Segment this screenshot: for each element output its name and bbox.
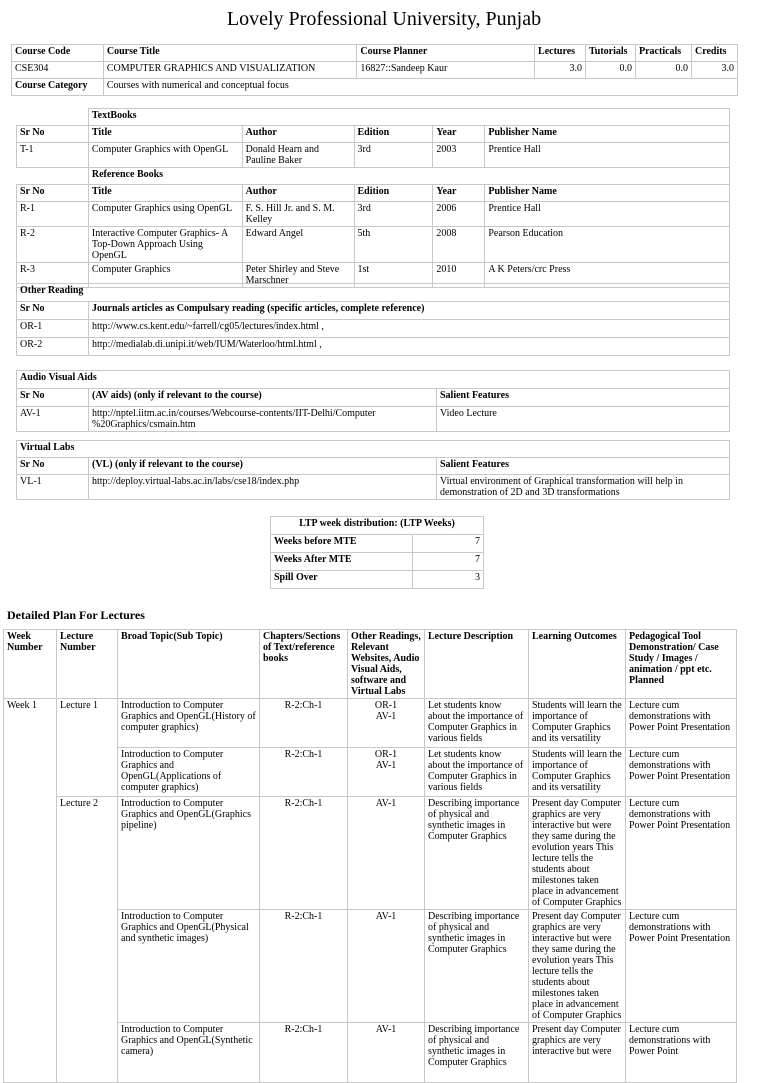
other-readings: OR-1 AV-1: [348, 699, 425, 748]
lecture-number: Lecture 1: [57, 699, 118, 797]
other-readings: AV-1: [348, 910, 425, 1023]
book-publisher: Prentice Hall: [485, 143, 730, 168]
ltp-label: Weeks before MTE: [271, 535, 413, 553]
th-pedagogical-tool: Pedagogical Tool Demonstration/ Case Study / Images / animation / ppt etc. Planned: [626, 630, 737, 699]
table-row: [4, 797, 737, 910]
th-other-readings: Other Readings, Relevant Websites, Audio Visual Aids, software and Virtual Labs: [348, 630, 425, 699]
lecture-description: Describing importance of physical and synthetic images in Computer Graphics: [425, 910, 529, 1023]
table-row: [17, 407, 730, 432]
th-year: Year: [433, 126, 485, 143]
th-sr-no: Sr No: [17, 458, 89, 475]
page-title: Lovely Professional University, Punjab: [226, 8, 542, 30]
audio-visual-table: [16, 370, 730, 432]
chapter-ref: R-2:Ch-1: [260, 910, 348, 1023]
chapter-ref: R-2:Ch-1: [260, 748, 348, 797]
vl-link[interactable]: http://deploy.virtual-labs.ac.in/labs/cse18/index.php: [89, 475, 437, 500]
other-reading-header-row: [17, 302, 730, 320]
other-readings: AV-1: [348, 797, 425, 910]
book-author: F. S. Hill Jr. and S. M. Kelley: [242, 202, 354, 227]
book-title: Interactive Computer Graphics- A Top-Down Approach Using OpenGL: [88, 227, 242, 263]
sr-no: R-2: [17, 227, 89, 263]
textbooks-header-row: [17, 126, 730, 143]
book-title: Computer Graphics: [88, 263, 242, 288]
ltp-label: Spill Over: [271, 571, 413, 589]
book-edition: 3rd: [354, 202, 433, 227]
pedagogical-tool: Lecture cum demonstrations with Power Point Presentation: [626, 748, 737, 797]
book-year: 2008: [433, 227, 485, 263]
book-author: Peter Shirley and Steve Marschner: [242, 263, 354, 288]
table-row: [17, 338, 730, 356]
th-week-number: Week Number: [4, 630, 57, 699]
ltp-value: 7: [413, 553, 484, 571]
reading-link[interactable]: http://medialab.di.unipi.it/web/IUM/Waterloo/html.html ,: [89, 338, 730, 356]
reference-heading: Reference Books: [88, 168, 729, 185]
sr-no: OR-1: [17, 320, 89, 338]
table-row: [271, 553, 484, 571]
other-reading-table: [16, 283, 730, 356]
topic: Introduction to Computer Graphics and OpenGL(History of computer graphics): [118, 699, 260, 748]
credits-value: 3.0: [691, 62, 737, 79]
chapter-ref: R-2:Ch-1: [260, 1023, 348, 1083]
ltp-heading: LTP week distribution: (LTP Weeks): [271, 517, 484, 535]
course-category-label: Course Category: [12, 79, 104, 96]
learning-outcome: Present day Computer graphics are very interactive but were they same during the evolution years This lecture tells the students about milestones taken place in advancement of Computer Graphics: [529, 910, 626, 1023]
virtual-labs-table: [16, 440, 730, 500]
book-publisher: Pearson Education: [485, 227, 730, 263]
course-code: CSE304: [12, 62, 104, 79]
other-readings: AV-1: [348, 1023, 425, 1083]
learning-outcome: Students will learn the importance of Computer Graphics and its versatility: [529, 748, 626, 797]
salient-feature: Virtual environment of Graphical transformation will help in demonstration of 2D and 3D transformations: [437, 475, 730, 500]
th-sr-no: Sr No: [17, 302, 89, 320]
table-row: [17, 227, 730, 263]
book-publisher: A K Peters/crc Press: [485, 263, 730, 288]
th-vl: (VL) (only if relevant to the course): [89, 458, 437, 475]
th-broad-topic: Broad Topic(Sub Topic): [118, 630, 260, 699]
th-edition: Edition: [354, 185, 433, 202]
book-publisher: Prentice Hall: [485, 202, 730, 227]
other-readings: OR-1 AV-1: [348, 748, 425, 797]
th-salient-features: Salient Features: [437, 458, 730, 475]
pedagogical-tool: Lecture cum demonstrations with Power Point Presentation: [626, 910, 737, 1023]
ltp-value: 3: [413, 571, 484, 589]
topic: Introduction to Computer Graphics and OpenGL(Graphics pipeline): [118, 797, 260, 910]
book-title: Computer Graphics using OpenGL: [88, 202, 242, 227]
course-value-row: [12, 62, 738, 79]
chapter-ref: R-2:Ch-1: [260, 699, 348, 748]
lecture-description: Let students know about the importance of Computer Graphics in various fields: [425, 699, 529, 748]
lecture-description: Describing importance of physical and synthetic images in Computer Graphics: [425, 1023, 529, 1083]
sr-no: R-3: [17, 263, 89, 288]
audio-visual-heading: Audio Visual Aids: [17, 371, 730, 389]
sr-no: T-1: [17, 143, 89, 168]
th-journal-articles: Journals articles as Compulsary reading (specific articles, complete reference): [89, 302, 730, 320]
header-course-code: Course Code: [12, 45, 104, 62]
sr-no: VL-1: [17, 475, 89, 500]
th-sr-no: Sr No: [17, 389, 89, 407]
book-year: 2003: [433, 143, 485, 168]
table-row: [271, 535, 484, 553]
learning-outcome: Present day Computer graphics are very interactive but were: [529, 1023, 626, 1083]
av-link[interactable]: http://nptel.iitm.ac.in/courses/Webcourse-contents/IIT-Delhi/Computer %20Graphics/csmain.htm: [89, 407, 437, 432]
th-author: Author: [242, 126, 354, 143]
header-lectures: Lectures: [535, 45, 586, 62]
book-author: Donald Hearn and Pauline Baker: [242, 143, 354, 168]
tutorials-value: 0.0: [586, 62, 636, 79]
th-learning-outcomes: Learning Outcomes: [529, 630, 626, 699]
book-year: 2006: [433, 202, 485, 227]
ltp-week-table: [270, 516, 484, 589]
book-year: 2010: [433, 263, 485, 288]
topic: Introduction to Computer Graphics and OpenGL(Applications of computer graphics): [118, 748, 260, 797]
th-author: Author: [242, 185, 354, 202]
virtual-labs-heading: Virtual Labs: [17, 441, 730, 458]
book-edition: 5th: [354, 227, 433, 263]
sr-no: R-1: [17, 202, 89, 227]
th-title: Title: [88, 126, 242, 143]
table-row: [17, 202, 730, 227]
topic: Introduction to Computer Graphics and OpenGL(Physical and synthetic images): [118, 910, 260, 1023]
vl-header-row: [17, 458, 730, 475]
pedagogical-tool: Lecture cum demonstrations with Power Point: [626, 1023, 737, 1083]
header-practicals: Practicals: [636, 45, 692, 62]
th-sr-no: Sr No: [17, 185, 89, 202]
table-row: [17, 320, 730, 338]
book-edition: 1st: [354, 263, 433, 288]
th-lecture-number: Lecture Number: [57, 630, 118, 699]
course-category-value: Courses with numerical and conceptual focus: [103, 79, 737, 96]
table-row: [4, 699, 737, 748]
salient-feature: Video Lecture: [437, 407, 730, 432]
av-header-row: [17, 389, 730, 407]
other-reading-heading: Other Reading: [17, 284, 730, 302]
th-publisher: Publisher Name: [485, 126, 730, 143]
header-tutorials: Tutorials: [586, 45, 636, 62]
reading-link[interactable]: http://www.cs.kent.edu/~farrell/cg05/lectures/index.html ,: [89, 320, 730, 338]
course-category-row: [12, 79, 738, 96]
th-year: Year: [433, 185, 485, 202]
lectures-value: 3.0: [535, 62, 586, 79]
ltp-value: 7: [413, 535, 484, 553]
th-chapters: Chapters/Sections of Text/reference books: [260, 630, 348, 699]
pedagogical-tool: Lecture cum demonstrations with Power Point Presentation: [626, 699, 737, 748]
lecture-description: Let students know about the importance of Computer Graphics in various fields: [425, 748, 529, 797]
sr-no: AV-1: [17, 407, 89, 432]
th-title: Title: [88, 185, 242, 202]
course-title: COMPUTER GRAPHICS AND VISUALIZATION: [103, 62, 357, 79]
header-course-title: Course Title: [103, 45, 357, 62]
book-author: Edward Angel: [242, 227, 354, 263]
header-course-planner: Course Planner: [357, 45, 535, 62]
book-edition: 3rd: [354, 143, 433, 168]
detailed-plan-heading: Detailed Plan For Lectures: [7, 608, 145, 622]
course-info-table: [11, 44, 738, 96]
table-row: [17, 143, 730, 168]
table-row: [271, 571, 484, 589]
course-planner: 16827::Sandeep Kaur: [357, 62, 535, 79]
books-table: [16, 108, 730, 288]
learning-outcome: Present day Computer graphics are very interactive but were they same during the evolution years This lecture tells the students about milestones taken place in advancement of Computer Graphics: [529, 797, 626, 910]
textbooks-heading: TextBooks: [88, 109, 729, 126]
course-header-row: [12, 45, 738, 62]
chapter-ref: R-2:Ch-1: [260, 797, 348, 910]
plan-header-row: [4, 630, 737, 699]
reference-header-row: [17, 185, 730, 202]
book-title: Computer Graphics with OpenGL: [88, 143, 242, 168]
practicals-value: 0.0: [636, 62, 692, 79]
lecture-number: Lecture 2: [57, 797, 118, 1083]
sr-no: OR-2: [17, 338, 89, 356]
header-credits: Credits: [691, 45, 737, 62]
th-lecture-description: Lecture Description: [425, 630, 529, 699]
th-av-aids: (AV aids) (only if relevant to the course): [89, 389, 437, 407]
th-edition: Edition: [354, 126, 433, 143]
week-number: Week 1: [4, 699, 57, 1083]
pedagogical-tool: Lecture cum demonstrations with Power Point Presentation: [626, 797, 737, 910]
ltp-label: Weeks After MTE: [271, 553, 413, 571]
lecture-description: Describing importance of physical and synthetic images in Computer Graphics: [425, 797, 529, 910]
topic: Introduction to Computer Graphics and OpenGL(Synthetic camera): [118, 1023, 260, 1083]
th-publisher: Publisher Name: [485, 185, 730, 202]
learning-outcome: Students will learn the importance of Computer Graphics and its versatility: [529, 699, 626, 748]
detailed-plan-table: [3, 629, 737, 1083]
th-sr-no: Sr No: [17, 126, 89, 143]
table-row: [17, 475, 730, 500]
th-salient-features: Salient Features: [437, 389, 730, 407]
